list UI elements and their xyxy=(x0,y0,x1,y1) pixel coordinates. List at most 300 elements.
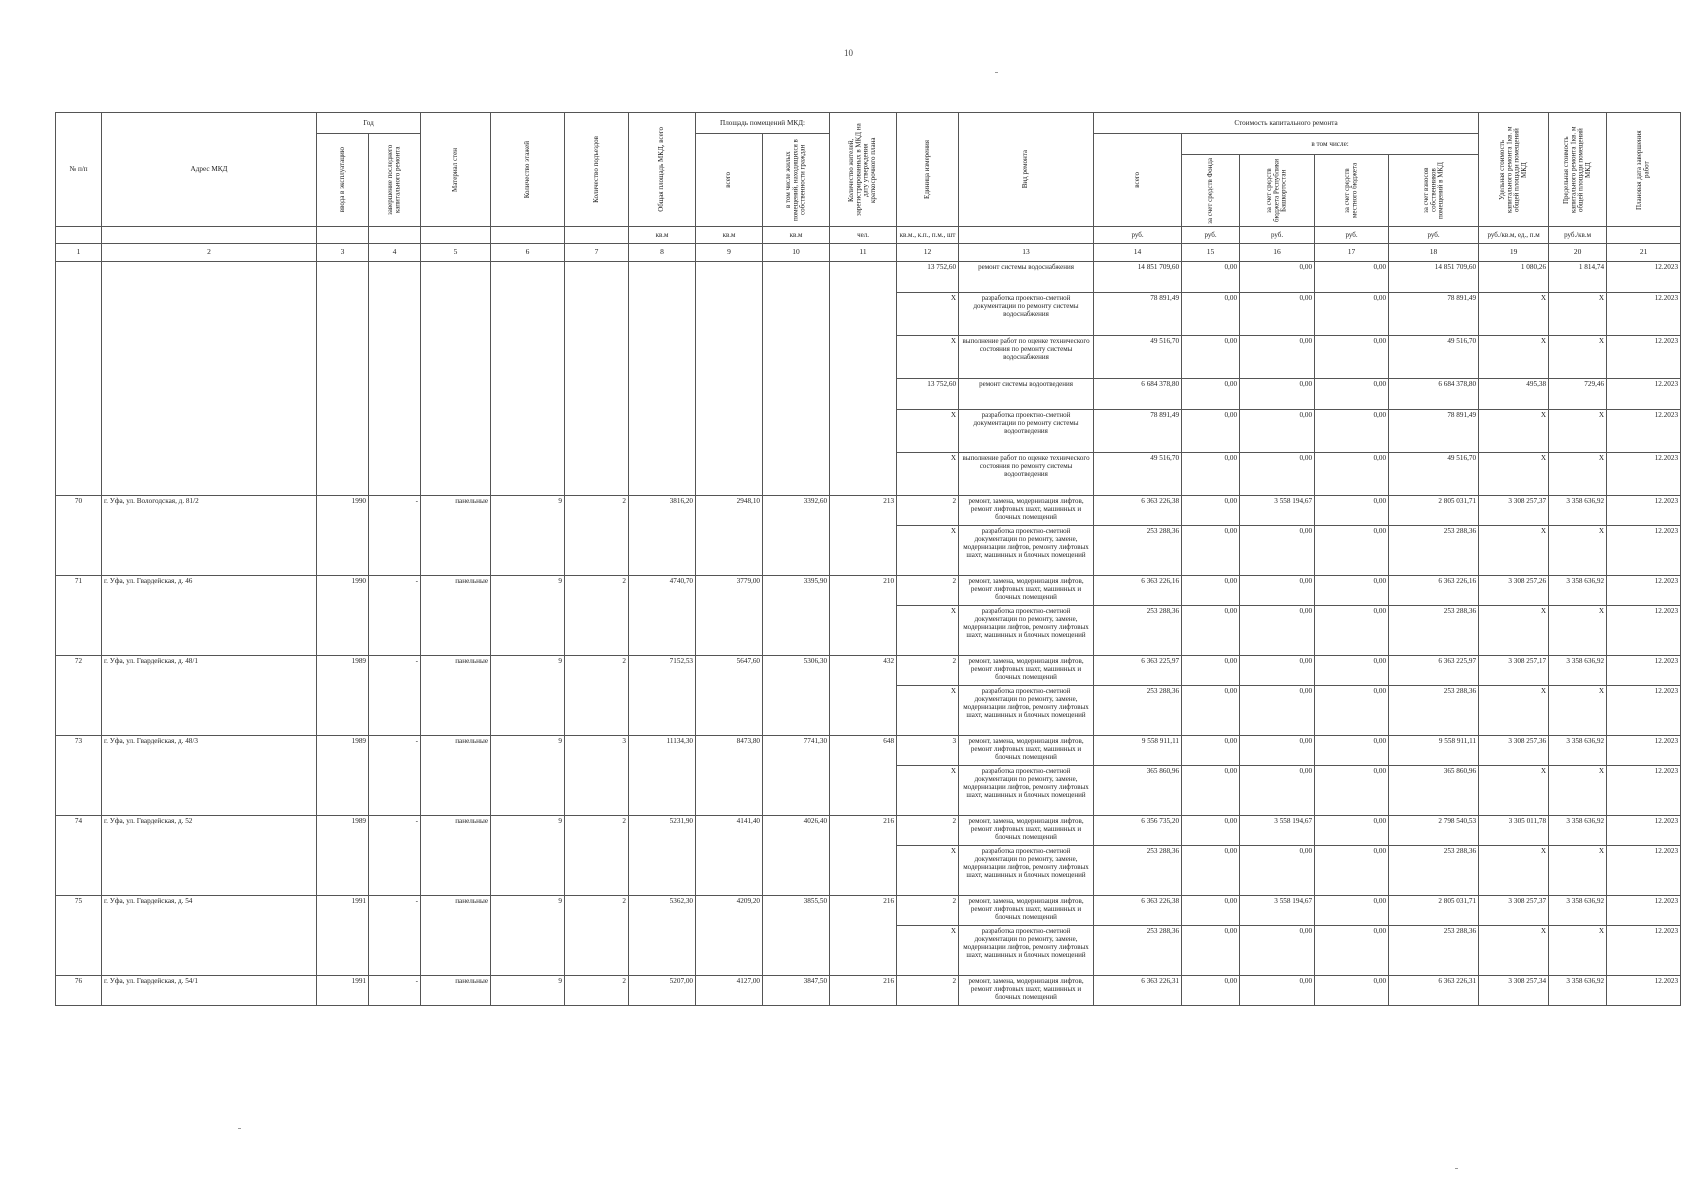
cost-republic: 0,00 xyxy=(1240,262,1315,293)
row-number: 75 xyxy=(56,896,102,976)
header-max-cost: Предельная стоимость капитального ремонта 1кв. м общей площади помещений МКД xyxy=(1549,113,1607,227)
cost-local: 0,00 xyxy=(1315,736,1389,766)
header-work-type: Вид ремонта xyxy=(959,113,1094,227)
max-cost: 729,46 xyxy=(1549,379,1607,410)
premises-area: 3779,00 xyxy=(696,576,763,656)
header-owners: за счет взносов собственников помещений в МКД xyxy=(1389,155,1479,227)
page-number: 10 xyxy=(844,48,853,58)
unit-sqm: кв.м xyxy=(763,227,830,244)
header-republic-budget: за счет средств бюджета Республики Башкортостан xyxy=(1240,155,1315,227)
work-type: разработка проектно-сметной документации по ремонту, замене, модернизации лифтов, ремонту лифтовых шахт, машинных и блочных помещений xyxy=(959,766,1094,816)
header-wall-material: Материал стен xyxy=(421,113,491,227)
residents: 432 xyxy=(830,656,897,736)
cost-total: 49 516,70 xyxy=(1094,453,1182,496)
unit-value: X xyxy=(897,336,959,379)
unit-value: 2 xyxy=(897,576,959,606)
year-commission: 1989 xyxy=(317,736,369,816)
work-type: разработка проектно-сметной документации по ремонту, замене, модернизации лифтов, ремонту лифтовых шахт, машинных и блочных помещений xyxy=(959,846,1094,896)
cost-local: 0,00 xyxy=(1315,379,1389,410)
unit-value: X xyxy=(897,453,959,496)
work-type: выполнение работ по оценке технического состояния по ремонту системы водоотведения xyxy=(959,453,1094,496)
unit-value: X xyxy=(897,686,959,736)
unit-sqm: кв.м xyxy=(696,227,763,244)
table-row xyxy=(56,736,1681,766)
row-number: 76 xyxy=(56,976,102,1006)
cost-owners: 14 851 709,60 xyxy=(1389,262,1479,293)
cost-total: 253 288,36 xyxy=(1094,526,1182,576)
cost-local: 0,00 xyxy=(1315,576,1389,606)
cost-local: 0,00 xyxy=(1315,976,1389,1006)
residential-area: 5306,30 xyxy=(763,656,830,736)
cost-total: 9 558 911,11 xyxy=(1094,736,1182,766)
unit-cost: X xyxy=(1479,606,1549,656)
cost-republic: 0,00 xyxy=(1240,606,1315,656)
max-cost: 3 358 636,92 xyxy=(1549,976,1607,1006)
cost-fund: 0,00 xyxy=(1182,976,1240,1006)
cost-total: 6 363 226,38 xyxy=(1094,496,1182,526)
column-number: 21 xyxy=(1607,244,1681,262)
unit-value: X xyxy=(897,606,959,656)
max-cost: 1 814,74 xyxy=(1549,262,1607,293)
address: г. Уфа, ул. Гвардейская, д. 48/1 xyxy=(102,656,317,736)
cost-fund: 0,00 xyxy=(1182,379,1240,410)
residents: 216 xyxy=(830,816,897,896)
unit-cost: 3 308 257,26 xyxy=(1479,576,1549,606)
unit-cost: X xyxy=(1479,293,1549,336)
wall-material: панельные xyxy=(421,656,491,736)
residential-area: 3847,50 xyxy=(763,976,830,1006)
unit-cost: X xyxy=(1479,766,1549,816)
column-number: 10 xyxy=(763,244,830,262)
unit-rub: руб. xyxy=(1315,227,1389,244)
year-last-repair: - xyxy=(369,496,421,576)
entrances: 2 xyxy=(565,896,629,976)
cost-republic: 0,00 xyxy=(1240,453,1315,496)
column-number: 20 xyxy=(1549,244,1607,262)
max-cost: X xyxy=(1549,926,1607,976)
total-area: 5362,30 xyxy=(629,896,696,976)
cost-owners: 365 860,96 xyxy=(1389,766,1479,816)
cost-total: 49 516,70 xyxy=(1094,336,1182,379)
cost-total: 78 891,49 xyxy=(1094,293,1182,336)
table-header xyxy=(56,113,1681,262)
cost-local: 0,00 xyxy=(1315,410,1389,453)
cost-local: 0,00 xyxy=(1315,496,1389,526)
unit-value: 13 752,60 xyxy=(897,262,959,293)
premises-area: 4209,20 xyxy=(696,896,763,976)
scan-speck xyxy=(995,72,998,73)
wall-material: панельные xyxy=(421,496,491,576)
floors: 9 xyxy=(491,656,565,736)
total-area: 3816,20 xyxy=(629,496,696,576)
year-commission: 1991 xyxy=(317,976,369,1006)
planned-date: 12.2023 xyxy=(1607,896,1681,926)
total-area: 11134,30 xyxy=(629,736,696,816)
cost-owners: 6 684 378,80 xyxy=(1389,379,1479,410)
header-incl: в том числе: xyxy=(1182,134,1479,155)
unit-value: 2 xyxy=(897,496,959,526)
cost-fund: 0,00 xyxy=(1182,896,1240,926)
scan-speck xyxy=(1455,1168,1458,1169)
cost-local: 0,00 xyxy=(1315,453,1389,496)
table-body xyxy=(56,262,1681,1006)
unit-value: X xyxy=(897,410,959,453)
cost-local: 0,00 xyxy=(1315,766,1389,816)
header-premises-area: Площадь помещений МКД: xyxy=(696,113,830,134)
floors: 9 xyxy=(491,576,565,656)
work-type: разработка проектно-сметной документации по ремонту системы водоснабжения xyxy=(959,293,1094,336)
cost-republic: 0,00 xyxy=(1240,526,1315,576)
empty-cell xyxy=(565,262,629,496)
unit-cost: 1 080,26 xyxy=(1479,262,1549,293)
wall-material: панельные xyxy=(421,976,491,1006)
header-year: Год xyxy=(317,113,421,134)
work-type: разработка проектно-сметной документации по ремонту, замене, модернизации лифтов, ремонту лифтовых шахт, машинных и блочных помещений xyxy=(959,926,1094,976)
unit-cost: X xyxy=(1479,410,1549,453)
row-number: 74 xyxy=(56,816,102,896)
cost-owners: 253 288,36 xyxy=(1389,846,1479,896)
year-last-repair: - xyxy=(369,816,421,896)
cost-local: 0,00 xyxy=(1315,686,1389,736)
address: г. Уфа, ул. Гвардейская, д. 54/1 xyxy=(102,976,317,1006)
cost-fund: 0,00 xyxy=(1182,926,1240,976)
unit-cost: 3 308 257,34 xyxy=(1479,976,1549,1006)
cost-owners: 6 363 226,16 xyxy=(1389,576,1479,606)
residential-area: 3395,90 xyxy=(763,576,830,656)
max-cost: 3 358 636,92 xyxy=(1549,496,1607,526)
premises-area: 2948,10 xyxy=(696,496,763,576)
max-cost: X xyxy=(1549,453,1607,496)
year-last-repair: - xyxy=(369,736,421,816)
floors: 9 xyxy=(491,976,565,1006)
cost-local: 0,00 xyxy=(1315,526,1389,576)
row-number: 73 xyxy=(56,736,102,816)
header-floors: Количество этажей xyxy=(491,113,565,227)
cost-owners: 6 363 225,97 xyxy=(1389,656,1479,686)
column-number: 11 xyxy=(830,244,897,262)
unit-cost: 3 308 257,17 xyxy=(1479,656,1549,686)
planned-date: 12.2023 xyxy=(1607,656,1681,686)
cost-fund: 0,00 xyxy=(1182,736,1240,766)
column-number: 8 xyxy=(629,244,696,262)
cost-local: 0,00 xyxy=(1315,896,1389,926)
header-year-commission: ввода в эксплуатацию xyxy=(317,134,369,227)
residential-area: 7741,30 xyxy=(763,736,830,816)
cost-fund: 0,00 xyxy=(1182,336,1240,379)
empty-cell xyxy=(491,262,565,496)
empty-cell xyxy=(830,262,897,496)
cost-local: 0,00 xyxy=(1315,262,1389,293)
unit-cost: X xyxy=(1479,526,1549,576)
unit-cost: X xyxy=(1479,336,1549,379)
cost-fund: 0,00 xyxy=(1182,766,1240,816)
planned-date: 12.2023 xyxy=(1607,816,1681,846)
cost-owners: 253 288,36 xyxy=(1389,606,1479,656)
max-cost: X xyxy=(1549,686,1607,736)
residents: 648 xyxy=(830,736,897,816)
planned-date: 12.2023 xyxy=(1607,926,1681,976)
empty-cell xyxy=(102,262,317,496)
year-last-repair: - xyxy=(369,976,421,1006)
cost-total: 6 363 226,38 xyxy=(1094,896,1182,926)
column-number: 15 xyxy=(1182,244,1240,262)
entrances: 2 xyxy=(565,816,629,896)
cost-local: 0,00 xyxy=(1315,336,1389,379)
year-commission: 1990 xyxy=(317,576,369,656)
cost-total: 253 288,36 xyxy=(1094,606,1182,656)
cost-republic: 0,00 xyxy=(1240,766,1315,816)
premises-area: 8473,80 xyxy=(696,736,763,816)
cost-owners: 9 558 911,11 xyxy=(1389,736,1479,766)
column-number: 17 xyxy=(1315,244,1389,262)
cost-total: 253 288,36 xyxy=(1094,846,1182,896)
cost-total: 253 288,36 xyxy=(1094,686,1182,736)
cost-republic: 0,00 xyxy=(1240,656,1315,686)
cost-owners: 49 516,70 xyxy=(1389,453,1479,496)
max-cost: 3 358 636,92 xyxy=(1549,736,1607,766)
work-type: ремонт, замена, модернизация лифтов, ремонт лифтовых шахт, машинных и блочных помещений xyxy=(959,816,1094,846)
cost-total: 253 288,36 xyxy=(1094,926,1182,976)
floors: 9 xyxy=(491,736,565,816)
unit-value: 3 xyxy=(897,736,959,766)
max-cost: X xyxy=(1549,766,1607,816)
residential-area: 3392,60 xyxy=(763,496,830,576)
year-commission: 1991 xyxy=(317,896,369,976)
column-number: 7 xyxy=(565,244,629,262)
planned-date: 12.2023 xyxy=(1607,496,1681,526)
table-row xyxy=(56,896,1681,926)
year-last-repair: - xyxy=(369,656,421,736)
unit-value: 2 xyxy=(897,976,959,1006)
column-number: 14 xyxy=(1094,244,1182,262)
wall-material: панельные xyxy=(421,736,491,816)
column-numbers-row xyxy=(56,244,1681,262)
cost-republic: 0,00 xyxy=(1240,336,1315,379)
entrances: 2 xyxy=(565,656,629,736)
unit-measure: кв.м., к.п., п.м., шт xyxy=(897,227,959,244)
column-number: 3 xyxy=(317,244,369,262)
repair-plan-table xyxy=(55,112,1681,1006)
cost-owners: 6 363 226,31 xyxy=(1389,976,1479,1006)
premises-area: 5647,60 xyxy=(696,656,763,736)
unit-rub: руб. xyxy=(1240,227,1315,244)
cost-total: 365 860,96 xyxy=(1094,766,1182,816)
planned-date: 12.2023 xyxy=(1607,410,1681,453)
column-number: 5 xyxy=(421,244,491,262)
column-number: 4 xyxy=(369,244,421,262)
wall-material: панельные xyxy=(421,576,491,656)
cost-owners: 253 288,36 xyxy=(1389,686,1479,736)
unit-value: 13 752,60 xyxy=(897,379,959,410)
max-cost: X xyxy=(1549,293,1607,336)
header-unit: Единица измерения xyxy=(897,113,959,227)
year-last-repair: - xyxy=(369,896,421,976)
header-premises-residential: в том числе жилых помещений, находящихся в собственности граждан xyxy=(763,134,830,227)
planned-date: 12.2023 xyxy=(1607,736,1681,766)
entrances: 2 xyxy=(565,976,629,1006)
column-number: 2 xyxy=(102,244,317,262)
cost-fund: 0,00 xyxy=(1182,262,1240,293)
work-type: разработка проектно-сметной документации по ремонту, замене, модернизации лифтов, ремонту лифтовых шахт, машинных и блочных помещений xyxy=(959,526,1094,576)
planned-date: 12.2023 xyxy=(1607,379,1681,410)
work-type: ремонт, замена, модернизация лифтов, ремонт лифтовых шахт, машинных и блочных помещений xyxy=(959,576,1094,606)
table-row xyxy=(56,816,1681,846)
work-type: разработка проектно-сметной документации по ремонту системы водоотведения xyxy=(959,410,1094,453)
cost-republic: 3 558 194,67 xyxy=(1240,816,1315,846)
unit-cost: 3 305 011,78 xyxy=(1479,816,1549,846)
planned-date: 12.2023 xyxy=(1607,576,1681,606)
cost-fund: 0,00 xyxy=(1182,686,1240,736)
total-area: 7152,53 xyxy=(629,656,696,736)
residential-area: 4026,40 xyxy=(763,816,830,896)
table-row xyxy=(56,976,1681,1006)
cost-fund: 0,00 xyxy=(1182,576,1240,606)
residential-area: 3855,50 xyxy=(763,896,830,976)
cost-fund: 0,00 xyxy=(1182,846,1240,896)
cost-total: 14 851 709,60 xyxy=(1094,262,1182,293)
work-type: ремонт системы водоотведения xyxy=(959,379,1094,410)
empty-cell xyxy=(56,262,102,496)
max-cost: 3 358 636,92 xyxy=(1549,576,1607,606)
unit-people: чел. xyxy=(830,227,897,244)
work-type: ремонт, замена, модернизация лифтов, ремонт лифтовых шахт, машинных и блочных помещений xyxy=(959,976,1094,1006)
floors: 9 xyxy=(491,816,565,896)
column-number: 9 xyxy=(696,244,763,262)
cost-republic: 3 558 194,67 xyxy=(1240,496,1315,526)
cost-owners: 78 891,49 xyxy=(1389,293,1479,336)
max-cost: X xyxy=(1549,410,1607,453)
cost-total: 6 363 225,97 xyxy=(1094,656,1182,686)
empty-cell xyxy=(317,262,369,496)
max-cost: X xyxy=(1549,606,1607,656)
header-no: № п/п xyxy=(56,113,102,227)
header-planned-date: Плановая дата завершения работ xyxy=(1607,113,1681,227)
header-address: Адрес МКД xyxy=(102,113,317,227)
column-number: 1 xyxy=(56,244,102,262)
empty-cell xyxy=(369,262,421,496)
cost-local: 0,00 xyxy=(1315,606,1389,656)
cost-republic: 3 558 194,67 xyxy=(1240,896,1315,926)
unit-cost: X xyxy=(1479,926,1549,976)
entrances: 2 xyxy=(565,576,629,656)
planned-date: 12.2023 xyxy=(1607,766,1681,816)
premises-area: 4141,40 xyxy=(696,816,763,896)
header-entrances: Количество подъездов xyxy=(565,113,629,227)
total-area: 5207,00 xyxy=(629,976,696,1006)
column-number: 18 xyxy=(1389,244,1479,262)
unit-value: 2 xyxy=(897,656,959,686)
unit-cost: 3 308 257,36 xyxy=(1479,736,1549,766)
max-cost: 3 358 636,92 xyxy=(1549,816,1607,846)
cost-fund: 0,00 xyxy=(1182,656,1240,686)
scan-speck xyxy=(238,1128,241,1129)
floors: 9 xyxy=(491,496,565,576)
unit-rub-sqm: руб./кв.м xyxy=(1549,227,1607,244)
residents: 213 xyxy=(830,496,897,576)
planned-date: 12.2023 xyxy=(1607,976,1681,1006)
work-type: ремонт системы водоснабжения xyxy=(959,262,1094,293)
planned-date: 12.2023 xyxy=(1607,293,1681,336)
empty-cell xyxy=(629,262,696,496)
unit-rub: руб. xyxy=(1182,227,1240,244)
column-number: 16 xyxy=(1240,244,1315,262)
cost-owners: 49 516,70 xyxy=(1389,336,1479,379)
cost-fund: 0,00 xyxy=(1182,293,1240,336)
entrances: 3 xyxy=(565,736,629,816)
unit-value: 2 xyxy=(897,816,959,846)
empty-cell xyxy=(763,262,830,496)
unit-rub-sqm: руб./кв.м, ед., п.м xyxy=(1479,227,1549,244)
header-premises-total: всего xyxy=(696,134,763,227)
work-type: ремонт, замена, модернизация лифтов, ремонт лифтовых шахт, машинных и блочных помещений xyxy=(959,896,1094,926)
total-area: 5231,90 xyxy=(629,816,696,896)
residents: 216 xyxy=(830,976,897,1006)
address: г. Уфа, ул. Вологодская, д. 81/2 xyxy=(102,496,317,576)
cost-republic: 0,00 xyxy=(1240,576,1315,606)
column-number: 13 xyxy=(959,244,1094,262)
cost-fund: 0,00 xyxy=(1182,453,1240,496)
cost-total: 6 356 735,20 xyxy=(1094,816,1182,846)
unit-cost: X xyxy=(1479,686,1549,736)
work-type: ремонт, замена, модернизация лифтов, ремонт лифтовых шахт, машинных и блочных помещений xyxy=(959,736,1094,766)
cost-owners: 2 805 031,71 xyxy=(1389,896,1479,926)
planned-date: 12.2023 xyxy=(1607,846,1681,896)
cost-total: 6 684 378,80 xyxy=(1094,379,1182,410)
work-type: ремонт, замена, модернизация лифтов, ремонт лифтовых шахт, машинных и блочных помещений xyxy=(959,656,1094,686)
header-total-area: Общая площадь МКД, всего xyxy=(629,113,696,227)
row-number: 71 xyxy=(56,576,102,656)
cost-republic: 0,00 xyxy=(1240,926,1315,976)
total-area: 4740,70 xyxy=(629,576,696,656)
row-number: 72 xyxy=(56,656,102,736)
unit-value: X xyxy=(897,926,959,976)
max-cost: X xyxy=(1549,526,1607,576)
cost-owners: 253 288,36 xyxy=(1389,926,1479,976)
cost-owners: 2 805 031,71 xyxy=(1389,496,1479,526)
units-row xyxy=(56,227,1681,244)
unit-value: X xyxy=(897,293,959,336)
unit-cost: X xyxy=(1479,453,1549,496)
cost-fund: 0,00 xyxy=(1182,410,1240,453)
residents: 216 xyxy=(830,896,897,976)
planned-date: 12.2023 xyxy=(1607,453,1681,496)
unit-cost: 3 308 257,37 xyxy=(1479,496,1549,526)
cost-local: 0,00 xyxy=(1315,926,1389,976)
cost-republic: 0,00 xyxy=(1240,686,1315,736)
empty-cell xyxy=(421,262,491,496)
address: г. Уфа, ул. Гвардейская, д. 52 xyxy=(102,816,317,896)
unit-value: X xyxy=(897,766,959,816)
work-type: выполнение работ по оценке технического состояния по ремонту системы водоснабжения xyxy=(959,336,1094,379)
table-row xyxy=(56,262,1681,293)
table-row xyxy=(56,656,1681,686)
planned-date: 12.2023 xyxy=(1607,262,1681,293)
work-type: разработка проектно-сметной документации по ремонту, замене, модернизации лифтов, ремонту лифтовых шахт, машинных и блочных помещений xyxy=(959,686,1094,736)
max-cost: 3 358 636,92 xyxy=(1549,896,1607,926)
empty-cell xyxy=(696,262,763,496)
unit-value: X xyxy=(897,526,959,576)
cost-republic: 0,00 xyxy=(1240,976,1315,1006)
year-commission: 1989 xyxy=(317,816,369,896)
header-residents: Количество жителей, зарегистрированных в МКД на дату утверждения краткосрочного плана xyxy=(830,113,897,227)
cost-fund: 0,00 xyxy=(1182,526,1240,576)
header-fund: за счет средств Фонда xyxy=(1182,155,1240,227)
cost-local: 0,00 xyxy=(1315,293,1389,336)
column-number: 12 xyxy=(897,244,959,262)
work-type: разработка проектно-сметной документации по ремонту, замене, модернизации лифтов, ремонту лифтовых шахт, машинных и блочных помещений xyxy=(959,606,1094,656)
cost-republic: 0,00 xyxy=(1240,846,1315,896)
cost-local: 0,00 xyxy=(1315,656,1389,686)
